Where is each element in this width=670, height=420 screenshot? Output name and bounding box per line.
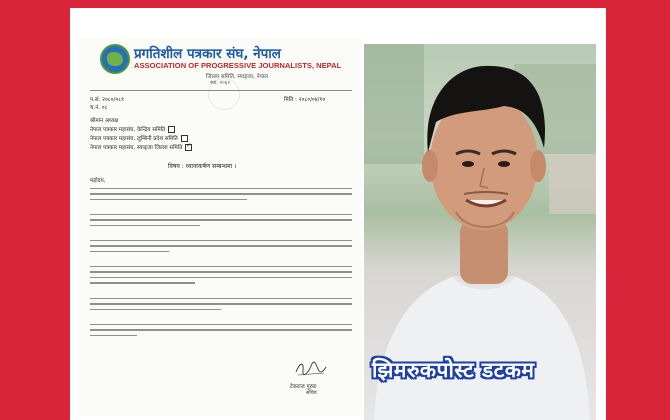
letter-subject: विषय : ध्यानाकर्षण सम्बन्धमा ।	[168, 163, 237, 170]
org-established: स्था. २०६१	[210, 80, 230, 86]
dispatch-number: च.नं. ०८	[90, 105, 108, 111]
letter-paragraph	[90, 266, 352, 288]
letter-document	[78, 38, 362, 416]
recipient-line	[90, 143, 192, 151]
header-divider	[90, 90, 352, 91]
portrait-photo	[364, 44, 596, 420]
photo-caption: झिमरुकपोस्ट डटकम	[372, 358, 535, 382]
letter-paragraph	[90, 240, 352, 256]
letter-paragraph	[90, 188, 352, 204]
letter-paragraph	[90, 214, 352, 230]
letter-paragraph	[90, 298, 352, 314]
signer-name: टेकराज गुरुङ	[290, 384, 317, 390]
recipient-line	[90, 125, 175, 133]
salutation: श्रीमान अध्यक्ष	[90, 118, 119, 124]
checkbox-icon	[168, 126, 175, 133]
org-name: प्रगतिशील पत्रकार संघ, नेपाल	[134, 46, 281, 62]
letter-paragraph	[90, 324, 352, 340]
signer-title: सचिव	[306, 390, 317, 396]
letter-date: मिति : २०८०/०४/१०	[284, 97, 326, 103]
checkbox-icon	[181, 135, 188, 142]
org-district: जिल्ला समिति, स्याङ्जा, नेपाल	[206, 74, 268, 80]
recipient-label: नेपाल पत्रकार महासंघ, केन्द्रिय समिति	[90, 127, 166, 133]
reference-number: प.सं. २०८०/०८१	[90, 97, 124, 103]
recipient-line	[90, 134, 188, 142]
signature-icon	[294, 360, 328, 378]
recipient-label: नेपाल पत्रकार महासंघ, लुम्बिनी प्रदेश समिति	[90, 136, 178, 142]
org-name-english: ASSOCIATION OF PROGRESSIVE JOURNALISTS, NEPAL	[134, 61, 342, 70]
checked-checkbox-icon	[185, 144, 192, 151]
recipient-label: नेपाल पत्रकार महासंघ, स्याङ्जा जिल्ला समिति	[90, 145, 183, 151]
letter-greeting: महोदय,	[90, 178, 106, 184]
globe-logo-icon	[100, 44, 130, 74]
content-frame	[70, 8, 606, 420]
